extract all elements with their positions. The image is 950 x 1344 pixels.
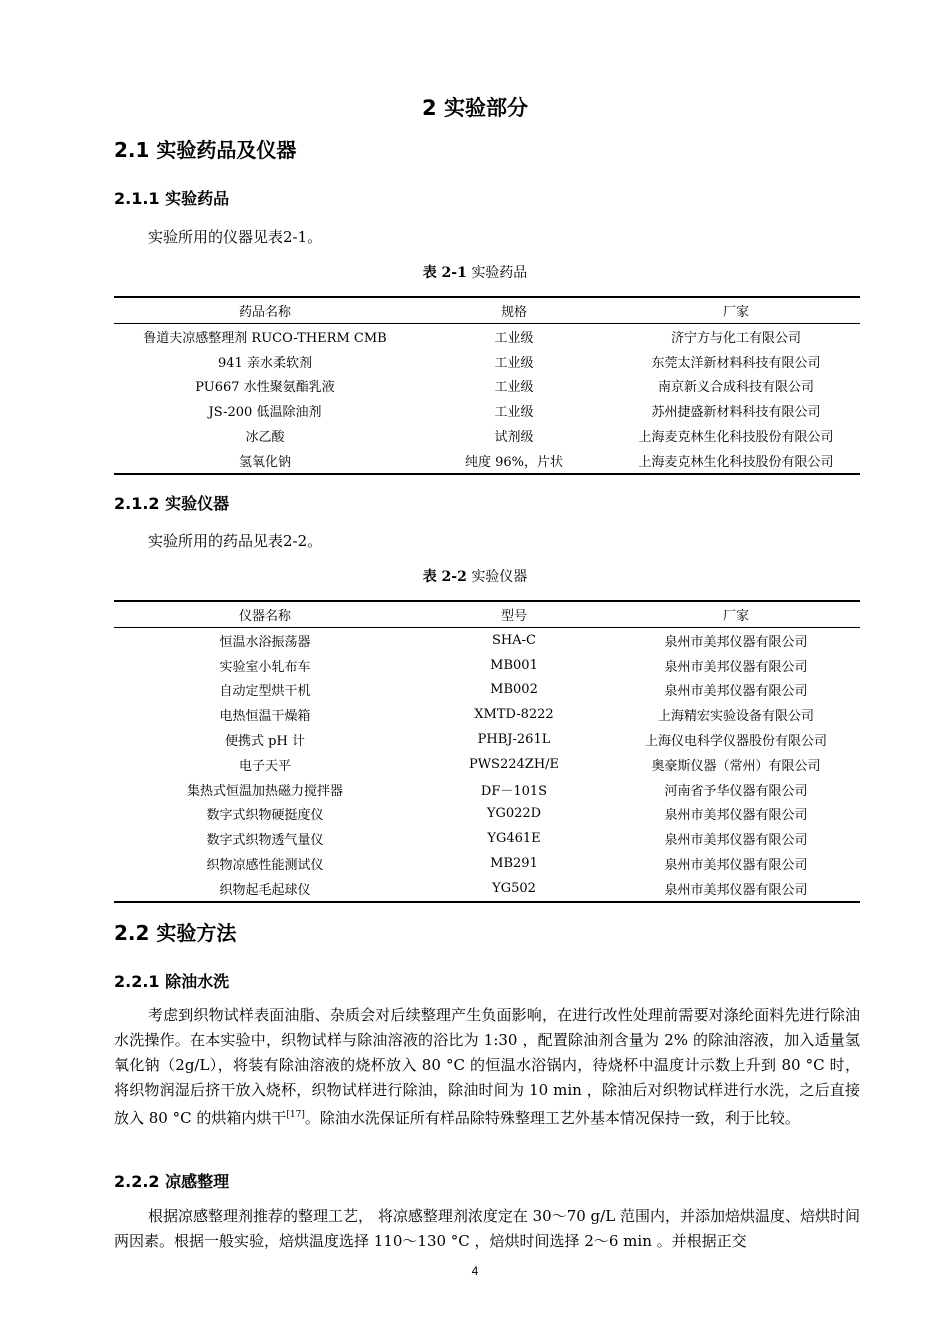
table-row xyxy=(114,851,860,876)
table-row xyxy=(114,374,860,399)
table2-caption xyxy=(0,566,950,586)
column-header-maker: 厂家 xyxy=(612,601,860,628)
table-cell: SHA-C xyxy=(492,632,536,648)
table-cell: 泉州市美邦仪器有限公司 xyxy=(664,659,808,675)
table2-caption-number: 表 2-2 xyxy=(422,569,467,585)
table-cell: 数字式织物硬挺度仪 xyxy=(206,808,324,824)
page-number: 4 xyxy=(471,1264,479,1278)
table-cell: 泉州市美邦仪器有限公司 xyxy=(664,808,808,824)
table-row xyxy=(114,628,860,653)
column-header-maker: 厂家 xyxy=(612,297,860,324)
table-cell: 上海精宏实验设备有限公司 xyxy=(657,709,814,725)
table-cell: 工业级 xyxy=(494,355,534,371)
table-cell: 泉州市美邦仪器有限公司 xyxy=(664,684,808,700)
degreasing-paragraph-tail: 。除油水洗保证所有样品除特殊整理工艺外基本情况保持一致，利于比较。 xyxy=(304,1109,800,1127)
table-cell: 上海麦克林生化科技股份有限公司 xyxy=(638,454,834,470)
table-cell: YG461E xyxy=(487,831,541,847)
table-row xyxy=(114,752,860,777)
table-cell: JS-200 低温除油剂 xyxy=(208,405,322,421)
table-cell: 泉州市美邦仪器有限公司 xyxy=(664,858,808,874)
table-cell: YG502 xyxy=(492,880,536,896)
table-row xyxy=(114,653,860,678)
table-cell: 电子天平 xyxy=(238,758,291,774)
table-cell: 工业级 xyxy=(494,380,534,396)
table-row xyxy=(114,727,860,752)
table-cell: MB001 xyxy=(490,657,538,673)
table-cell: 南京新义合成科技有限公司 xyxy=(657,380,814,396)
table-cell: 实验室小轧布车 xyxy=(219,659,311,675)
table-cell: 泉州市美邦仪器有限公司 xyxy=(664,833,808,849)
table-cell: 东莞太洋新材料科技有限公司 xyxy=(651,355,821,371)
table-row xyxy=(114,324,860,349)
table-cell: 恒温水浴振荡器 xyxy=(219,634,311,650)
degreasing-paragraph-body: 考虑到织物试样表面油脂、杂质会对后续整理产生负面影响，在进行改性处理前需要对涤纶面料先进行除油水洗操作。在本实验中，织物试样与除油溶液的浴比为 1:30 ，配置除油剂含量为 2% 的除油溶液，加入适量氢氧化钠（2g/L），将装有除油溶液的烧杯放入 80 °C 的恒温水浴锅内，待烧杯中温度计示数上升到 80 °C 时，将织物润湿后挤干放入烧杯，织物试样进行除油，除油时间为 10 min ，除油后对织物试样进行水洗，之后直接放入 80 °C 的烘箱内烘干 xyxy=(114,1006,860,1127)
table-cell: 苏州捷盛新材料科技有限公司 xyxy=(651,405,821,421)
table-cell: DF－101S xyxy=(480,783,548,799)
table-header-row xyxy=(114,601,860,628)
table2-reference-text: 实验所用的药品见表2-2。 xyxy=(148,532,323,550)
table-cell: MB002 xyxy=(490,682,538,698)
column-header-model: 型号 xyxy=(416,601,612,628)
chemicals-table xyxy=(114,296,860,475)
table-cell: 泉州市美邦仪器有限公司 xyxy=(664,634,808,650)
table-cell: 工业级 xyxy=(494,405,534,421)
table-cell: 试剂级 xyxy=(494,430,534,446)
table-cell: 电热恒温干燥箱 xyxy=(219,709,311,725)
table-cell: 冰乙酸 xyxy=(245,430,285,446)
table-cell: PWS224ZH/E xyxy=(468,756,560,772)
table-cell: 奥豪斯仪器（常州）有限公司 xyxy=(651,758,821,774)
table-cell: 941 亲水柔软剂 xyxy=(218,355,312,371)
table-cell: 鲁道夫凉感整理剂 RUCO-THERM CMB xyxy=(143,330,387,346)
table-row xyxy=(114,398,860,423)
table-cell: 上海仪电科学仪器股份有限公司 xyxy=(644,734,827,750)
table-cell: 泉州市美邦仪器有限公司 xyxy=(664,882,808,898)
section-2-2-2-heading: 2.2.2 凉感整理 xyxy=(114,1172,230,1191)
column-header-spec: 规格 xyxy=(416,297,612,324)
table-row xyxy=(114,802,860,827)
section-2-2-heading: 2.2 实验方法 xyxy=(114,921,237,945)
table1-caption xyxy=(0,262,950,282)
table-cell: 工业级 xyxy=(494,330,534,346)
table-cell: 数字式织物透气量仪 xyxy=(206,833,324,849)
citation-17: [17] xyxy=(286,1110,305,1120)
table-cell: XMTD-8222 xyxy=(474,707,554,723)
table-cell: 织物起毛起球仪 xyxy=(219,882,311,898)
section-2-1-1-heading: 2.1.1 实验药品 xyxy=(114,189,230,208)
table-cell: 织物凉感性能测试仪 xyxy=(206,858,324,874)
table-cell: 氢氧化钠 xyxy=(238,454,291,470)
table-row xyxy=(114,702,860,727)
section-2-1-heading: 2.1 实验药品及仪器 xyxy=(114,138,297,162)
column-header-name: 药品名称 xyxy=(114,297,416,324)
table-row xyxy=(114,423,860,448)
table-row xyxy=(114,448,860,474)
chapter-title: 2 实验部分 xyxy=(422,96,528,120)
section-2-2-1-heading: 2.2.1 除油水洗 xyxy=(114,972,230,991)
table-row xyxy=(114,349,860,374)
table-cell: 济宁方与化工有限公司 xyxy=(670,330,801,346)
column-header-name: 仪器名称 xyxy=(114,601,416,628)
degreasing-paragraph xyxy=(114,1003,860,1131)
table-cell: 集热式恒温加热磁力搅拌器 xyxy=(186,783,343,799)
section-2-1-2-heading: 2.1.2 实验仪器 xyxy=(114,494,230,513)
table-cell: 自动定型烘干机 xyxy=(219,684,311,700)
cooling-finish-paragraph: 根据凉感整理剂推荐的整理工艺， 将凉感整理剂浓度定在 30～70 g/L 范围内，并添加焙烘温度、焙烘时间两因素。根据一般实验，焙烘温度选择 110～130 °C ，焙烘时间选择 2～6 min 。并根据正交 xyxy=(114,1207,860,1250)
table1-caption-text: 实验药品 xyxy=(471,265,528,281)
table-row xyxy=(114,777,860,802)
table-cell: MB291 xyxy=(490,856,538,872)
table-cell: PHBJ-261L xyxy=(477,732,551,748)
table-header-row xyxy=(114,297,860,324)
table1-reference-text: 实验所用的仪器见表2-1。 xyxy=(148,228,323,246)
instruments-table xyxy=(114,600,860,903)
table-cell: 便携式 pH 计 xyxy=(225,734,305,750)
table-row xyxy=(114,826,860,851)
table2-caption-text: 实验仪器 xyxy=(471,569,528,585)
table-cell: YG022D xyxy=(486,806,542,822)
table1-caption-number: 表 2-1 xyxy=(422,265,467,281)
table-cell: 河南省予华仪器有限公司 xyxy=(664,783,808,799)
table-cell: 纯度 96%，片状 xyxy=(464,454,564,470)
table-cell: PU667 水性聚氨酯乳液 xyxy=(195,380,335,396)
table-cell: 上海麦克林生化科技股份有限公司 xyxy=(638,430,834,446)
table-row xyxy=(114,876,860,902)
table-row xyxy=(114,678,860,703)
